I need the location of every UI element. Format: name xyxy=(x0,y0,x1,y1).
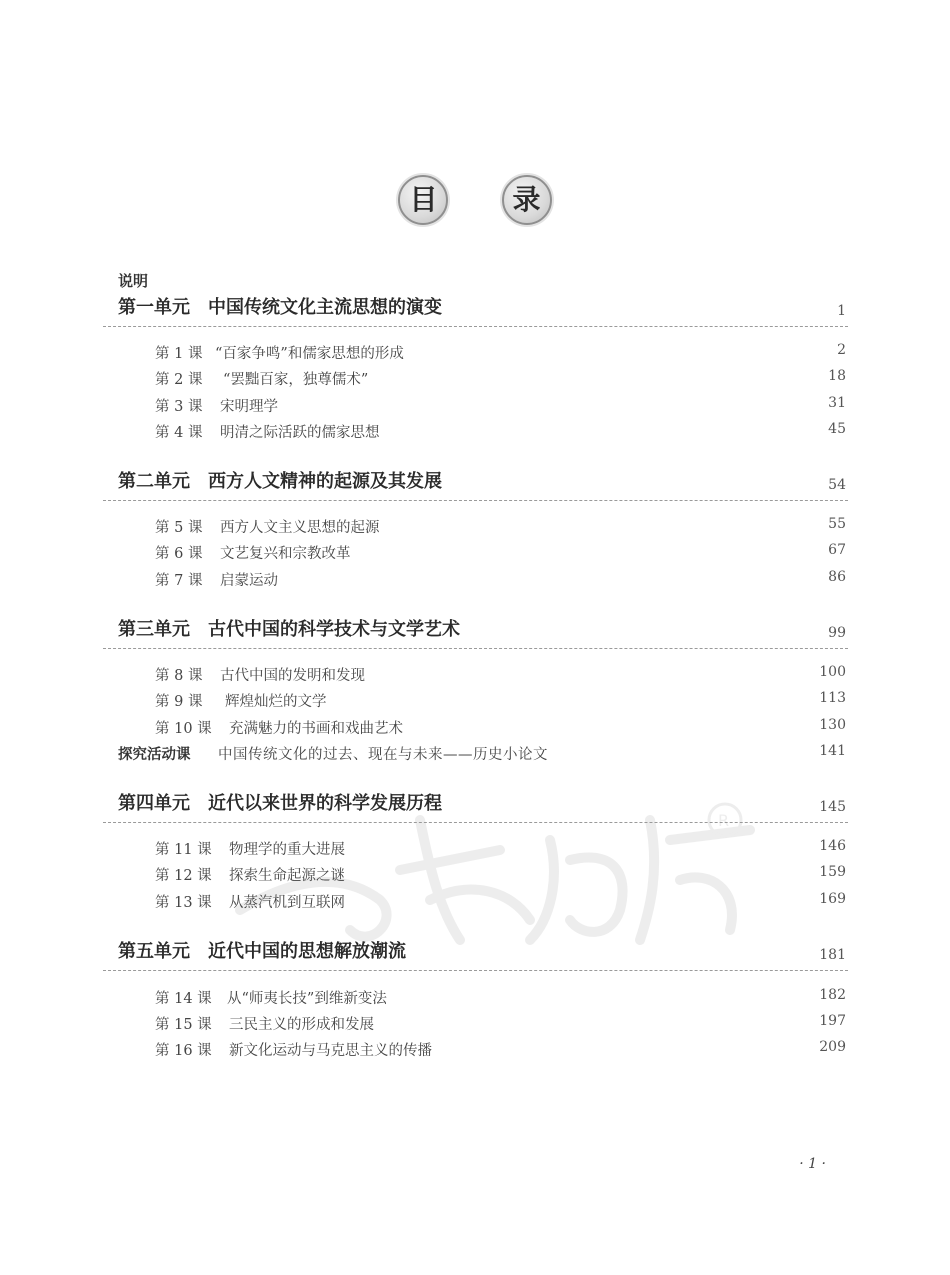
toc-entry-preface[interactable]: 说明 xyxy=(118,272,149,290)
toc-lesson-4[interactable] xyxy=(155,421,848,441)
lesson-page-number: 31 xyxy=(828,395,846,411)
toc-lesson-3[interactable] xyxy=(155,395,848,415)
lesson-title: “罢黜百家，独尊儒术” xyxy=(223,372,369,388)
lesson-number: 第 4 课 xyxy=(155,425,203,441)
lesson-number: 第 3 课 xyxy=(155,399,203,415)
lesson-page-number: 197 xyxy=(819,1013,846,1029)
lesson-title: 文艺复兴和宗教改革 xyxy=(220,546,351,562)
lesson-page-number: 113 xyxy=(819,690,846,706)
lesson-number: 第 7 课 xyxy=(155,573,203,589)
lesson-number: 第 14 课 xyxy=(155,991,212,1007)
unit-title: 第二单元 西方人文精神的起源及其发展 xyxy=(118,471,442,492)
toc-lesson-13[interactable] xyxy=(155,891,848,911)
lesson-page-number: 18 xyxy=(828,368,846,384)
toc-activity-lesson[interactable] xyxy=(118,743,848,763)
lesson-page-number: 100 xyxy=(819,664,846,680)
toc-lesson-15[interactable] xyxy=(155,1013,848,1033)
lesson-title: 新文化运动与马克思主义的传播 xyxy=(229,1043,432,1059)
lesson-number: 第 13 课 xyxy=(155,895,212,911)
unit-title: 第五单元 近代中国的思想解放潮流 xyxy=(118,941,406,962)
lesson-page-number: 169 xyxy=(819,891,846,907)
toc-lesson-16[interactable] xyxy=(155,1039,848,1059)
toc-unit-2[interactable] xyxy=(103,472,848,501)
lesson-page-number: 182 xyxy=(819,987,846,1003)
toc-heading xyxy=(0,175,950,229)
toc-heading-char-1: 目 xyxy=(398,175,448,225)
lesson-title: 辉煌灿烂的文学 xyxy=(225,694,327,710)
toc-lesson-14[interactable] xyxy=(155,987,848,1007)
unit-page-number: 54 xyxy=(828,477,846,493)
toc-lesson-10[interactable] xyxy=(155,717,848,737)
toc-lesson-5[interactable] xyxy=(155,516,848,536)
unit-page-number: 145 xyxy=(819,799,846,815)
lesson-number: 第 16 课 xyxy=(155,1043,212,1059)
toc-lesson-2[interactable] xyxy=(155,368,848,388)
lesson-title: 充满魅力的书画和戏曲艺术 xyxy=(229,721,403,737)
lesson-number: 第 9 课 xyxy=(155,694,203,710)
unit-title: 第一单元 中国传统文化主流思想的演变 xyxy=(118,297,442,318)
toc-lesson-9[interactable] xyxy=(155,690,848,710)
activity-label: 探究活动课 xyxy=(118,747,191,763)
lesson-number: 第 1 课 xyxy=(155,346,203,362)
toc-lesson-8[interactable] xyxy=(155,664,848,684)
unit-page-number: 1 xyxy=(837,303,846,319)
lesson-number: 第 5 课 xyxy=(155,520,203,536)
lesson-page-number: 2 xyxy=(837,342,846,358)
lesson-page-number: 130 xyxy=(819,717,846,733)
toc-unit-5[interactable] xyxy=(103,942,848,971)
lesson-title: 从蒸汽机到互联网 xyxy=(229,895,345,911)
lesson-title: “百家争鸣”和儒家思想的形成 xyxy=(215,346,404,362)
lesson-title: 古代中国的发明和发现 xyxy=(220,668,365,684)
lesson-title: 明清之际活跃的儒家思想 xyxy=(220,425,380,441)
toc-unit-3[interactable] xyxy=(103,620,848,649)
page-number-footer: · 1 · xyxy=(799,1156,826,1172)
lesson-number: 第 11 课 xyxy=(155,842,212,858)
lesson-number: 第 8 课 xyxy=(155,668,203,684)
lesson-title: 西方人文主义思想的起源 xyxy=(220,520,380,536)
unit-page-number: 99 xyxy=(828,625,846,641)
lesson-page-number: 67 xyxy=(828,542,846,558)
activity-page-number: 141 xyxy=(819,743,846,759)
toc-lesson-12[interactable] xyxy=(155,864,848,884)
toc-unit-1[interactable] xyxy=(103,298,848,327)
activity-title: 中国传统文化的过去、现在与未来——历史小论文 xyxy=(218,747,548,763)
toc-lesson-7[interactable] xyxy=(155,569,848,589)
lesson-number: 第 6 课 xyxy=(155,546,203,562)
svg-text:R: R xyxy=(718,811,730,830)
lesson-page-number: 146 xyxy=(819,838,846,854)
lesson-page-number: 45 xyxy=(828,421,846,437)
lesson-number: 第 2 课 xyxy=(155,372,203,388)
lesson-page-number: 209 xyxy=(819,1039,846,1055)
lesson-page-number: 86 xyxy=(828,569,846,585)
lesson-title: 探索生命起源之谜 xyxy=(229,868,345,884)
lesson-number: 第 15 课 xyxy=(155,1017,212,1033)
lesson-title: 物理学的重大进展 xyxy=(229,842,345,858)
toc-lesson-1[interactable] xyxy=(155,342,848,362)
lesson-page-number: 159 xyxy=(819,864,846,880)
lesson-title: 启蒙运动 xyxy=(220,573,278,589)
toc-lesson-11[interactable] xyxy=(155,838,848,858)
lesson-title: 三民主义的形成和发展 xyxy=(229,1017,374,1033)
toc-lesson-6[interactable] xyxy=(155,542,848,562)
toc-heading-char-2: 录 xyxy=(502,175,552,225)
lesson-number: 第 10 课 xyxy=(155,721,212,737)
lesson-number: 第 12 课 xyxy=(155,868,212,884)
unit-page-number: 181 xyxy=(819,947,846,963)
lesson-title: 宋明理学 xyxy=(220,399,278,415)
unit-title: 第三单元 古代中国的科学技术与文学艺术 xyxy=(118,619,460,640)
toc-unit-4[interactable] xyxy=(103,794,848,823)
lesson-title: 从“师夷长技”到维新变法 xyxy=(227,991,387,1007)
unit-title: 第四单元 近代以来世界的科学发展历程 xyxy=(118,793,442,814)
lesson-page-number: 55 xyxy=(828,516,846,532)
